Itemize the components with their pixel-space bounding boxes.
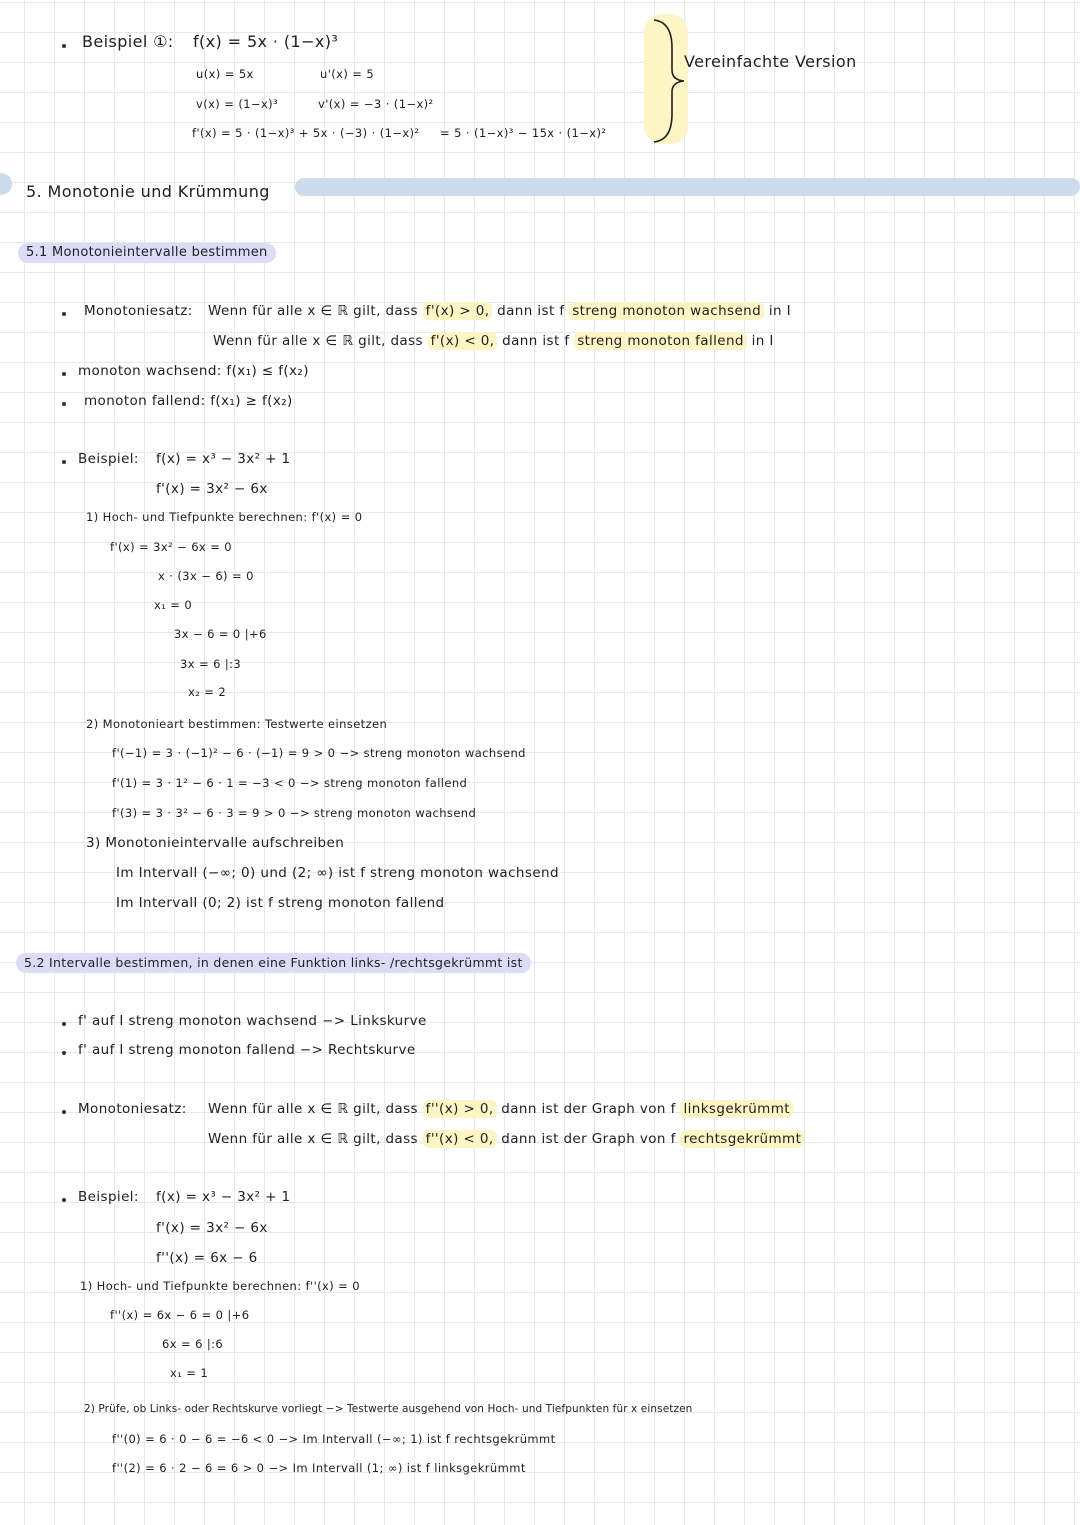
curly-brace-icon (650, 18, 690, 144)
example-title: Beispiel ①: (82, 32, 174, 51)
satz-text: Wenn für alle x ∈ ℝ gilt, dass (208, 303, 418, 319)
brace-label: Vereinfachte Version (684, 52, 857, 71)
section-heading: 5. Monotonie und Krümmung (26, 182, 270, 201)
step-heading: 2) Prüfe, ob Links- oder Rechtskurve vorliegt −> Testwerte ausgehend von Hoch- und Tiefpunkten für x einsetzen (84, 1403, 693, 1415)
result-line: Im Intervall (−∞; 0) und (2; ∞) ist f streng monoton wachsend (116, 865, 559, 881)
test-line: f''(0) = 6 · 0 − 6 = −6 < 0 −> Im Intervall (−∞; 1) ist f rechtsgekrümmt (112, 1432, 556, 1446)
u-function: u(x) = 5x (196, 67, 254, 81)
calc-line: 3x = 6 |:3 (180, 657, 242, 671)
satz-condition: f''(x) > 0, (423, 1100, 497, 1118)
bullet (62, 1110, 66, 1114)
example-title: Beispiel: (78, 1189, 139, 1205)
example-function: f(x) = x³ − 3x² + 1 (156, 451, 291, 467)
heading-bar (295, 178, 1080, 196)
example-title: Beispiel: (78, 451, 139, 467)
satz-conclusion: rechtsgekrümmt (680, 1130, 804, 1148)
example-second-derivative: f''(x) = 6x − 6 (156, 1250, 258, 1266)
example-derivative: f'(x) = 3x² − 6x (156, 1220, 268, 1236)
bullet (62, 312, 66, 316)
derivative: f'(x) = 5 · (1−x)³ + 5x · (−3) · (1−x)² (192, 126, 420, 140)
example-function: f(x) = x³ − 3x² + 1 (156, 1189, 291, 1205)
test-line: f''(2) = 6 · 2 − 6 = 6 > 0 −> Im Intervall (1; ∞) ist f linksgekrümmt (112, 1461, 526, 1475)
satz-text: dann ist f (502, 333, 570, 349)
definition-fallend: monoton fallend: f(x₁) ≥ f(x₂) (84, 393, 293, 409)
satz-conclusion: streng monoton fallend (574, 332, 747, 350)
calc-line: x · (3x − 6) = 0 (158, 569, 254, 583)
satz-condition: f'(x) > 0, (423, 302, 493, 320)
bullet (62, 1198, 66, 1202)
bullet (62, 1051, 66, 1055)
example-function: f(x) = 5x · (1−x)³ (193, 32, 339, 51)
satz-text: dann ist f (497, 303, 565, 319)
step-heading: 3) Monotonieintervalle aufschreiben (86, 835, 345, 851)
step-heading: 1) Hoch- und Tiefpunkte berechnen: f'(x) = 0 (86, 510, 363, 524)
subsection-heading-5-2: 5.2 Intervalle bestimmen, in denen eine Funktion links- /rechtsgekrümmt ist (16, 953, 531, 973)
rule-line: f' auf I streng monoton fallend −> Rechtskurve (78, 1042, 416, 1058)
satz-conclusion: streng monoton wachsend (569, 302, 764, 320)
satz-condition: f'(x) < 0, (428, 332, 498, 350)
rule-line: f' auf I streng monoton wachsend −> Linkskurve (78, 1013, 427, 1029)
calc-line: 6x = 6 |:6 (162, 1337, 224, 1351)
monotoniesatz-label: Monotoniesatz: (78, 1101, 187, 1117)
calc-line: x₁ = 1 (170, 1366, 209, 1380)
calc-line: f''(x) = 6x − 6 = 0 |+6 (110, 1308, 250, 1322)
satz-text: in I (751, 333, 774, 349)
subsection-heading-5-1: 5.1 Monotonieintervalle bestimmen (18, 243, 276, 263)
heading-marker (0, 173, 12, 195)
bullet (62, 1022, 66, 1026)
definition-wachsend: monoton wachsend: f(x₁) ≤ f(x₂) (78, 363, 309, 379)
v-prime: v'(x) = −3 · (1−x)² (318, 97, 434, 111)
step-heading: 1) Hoch- und Tiefpunkte berechnen: f''(x) = 0 (80, 1279, 360, 1293)
derivative-simplified: = 5 · (1−x)³ − 15x · (1−x)² (440, 126, 607, 140)
calc-line: x₂ = 2 (188, 685, 227, 699)
u-prime: u'(x) = 5 (320, 67, 375, 81)
satz-text: Wenn für alle x ∈ ℝ gilt, dass (213, 333, 423, 349)
bullet (62, 44, 66, 48)
bullet (62, 460, 66, 464)
bullet (62, 402, 66, 406)
bullet (62, 372, 66, 376)
satz-condition: f''(x) < 0, (423, 1130, 497, 1148)
test-line: f'(3) = 3 · 3² − 6 · 3 = 9 > 0 −> streng monoton wachsend (112, 806, 477, 820)
monotoniesatz-label: Monotoniesatz: (84, 303, 193, 319)
calc-line: f'(x) = 3x² − 6x = 0 (110, 540, 233, 554)
satz-text: in I (768, 303, 791, 319)
satz-text: dann ist der Graph von f (501, 1131, 676, 1147)
satz-conclusion: linksgekrümmt (680, 1100, 793, 1118)
test-line: f'(1) = 3 · 1² − 6 · 1 = −3 < 0 −> streng monoton fallend (112, 776, 468, 790)
test-line: f'(−1) = 3 · (−1)² − 6 · (−1) = 9 > 0 −> streng monoton wachsend (112, 746, 526, 760)
satz-text: dann ist der Graph von f (501, 1101, 676, 1117)
calc-line: 3x − 6 = 0 |+6 (174, 627, 267, 641)
satz-text: Wenn für alle x ∈ ℝ gilt, dass (208, 1101, 418, 1117)
v-function: v(x) = (1−x)³ (196, 97, 279, 111)
calc-line: x₁ = 0 (154, 598, 193, 612)
step-heading: 2) Monotonieart bestimmen: Testwerte einsetzen (86, 717, 388, 731)
result-line: Im Intervall (0; 2) ist f streng monoton fallend (116, 895, 445, 911)
satz-text: Wenn für alle x ∈ ℝ gilt, dass (208, 1131, 418, 1147)
example-derivative: f'(x) = 3x² − 6x (156, 481, 268, 497)
